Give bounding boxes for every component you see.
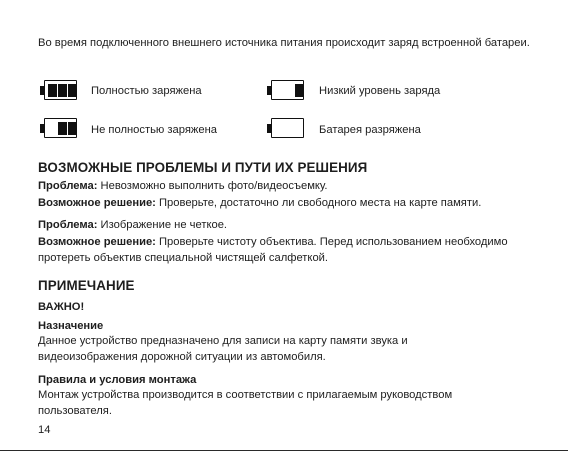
page-bottom-border	[0, 450, 568, 451]
battery-full-icon	[44, 80, 77, 100]
battery-empty-icon	[271, 118, 304, 138]
problem-label: Проблема:	[38, 180, 98, 192]
page-number: 14	[38, 424, 51, 436]
solution-label: Возможное решение:	[38, 236, 156, 248]
rules-text: Монтаж устройства производится в соответствии с прилагаемым руководством пользователя.	[38, 389, 453, 417]
important-label: ВАЖНО!	[38, 301, 85, 313]
problem-text: Изображение не четкое.	[97, 219, 228, 231]
battery-low-icon	[271, 80, 304, 100]
problem-text: Невозможно выполнить фото/видеосъемку.	[97, 180, 328, 192]
charging-intro: Во время подключенного внешнего источника питания происходит заряд встроенной батареи.	[38, 37, 530, 49]
problem-line	[38, 179, 533, 195]
battery-full-label: Полностью заряжена	[91, 85, 202, 97]
solution-label: Возможное решение:	[38, 197, 156, 209]
battery-empty-label: Батарея разряжена	[319, 124, 421, 136]
rules-title: Правила и условия монтажа	[38, 374, 197, 386]
problem-block-2	[38, 218, 533, 266]
solution-text: Проверьте чистоту объектива. Перед использованием необходимо протереть объектив специальной чистящей салфеткой.	[38, 236, 508, 264]
purpose-text: Данное устройство предназначено для записи на карту памяти звука и видеоизображения дорожной ситуации из автомобиля.	[38, 335, 408, 363]
solution-line	[38, 196, 533, 212]
problem-label: Проблема:	[38, 219, 98, 231]
solution-text: Проверьте, достаточно ли свободного места на карте памяти.	[155, 197, 482, 209]
note-heading: ПРИМЕЧАНИЕ	[38, 278, 135, 293]
battery-partial-icon	[44, 118, 77, 138]
problem-block-1	[38, 179, 533, 212]
purpose-title: Назначение	[38, 320, 104, 332]
battery-low-label: Низкий уровень заряда	[319, 85, 441, 97]
problem-line	[38, 218, 533, 234]
troubleshooting-heading: ВОЗМОЖНЫЕ ПРОБЛЕМЫ И ПУТИ ИХ РЕШЕНИЯ	[38, 160, 368, 175]
solution-line	[38, 235, 533, 266]
battery-partial-label: Не полностью заряжена	[91, 124, 218, 136]
